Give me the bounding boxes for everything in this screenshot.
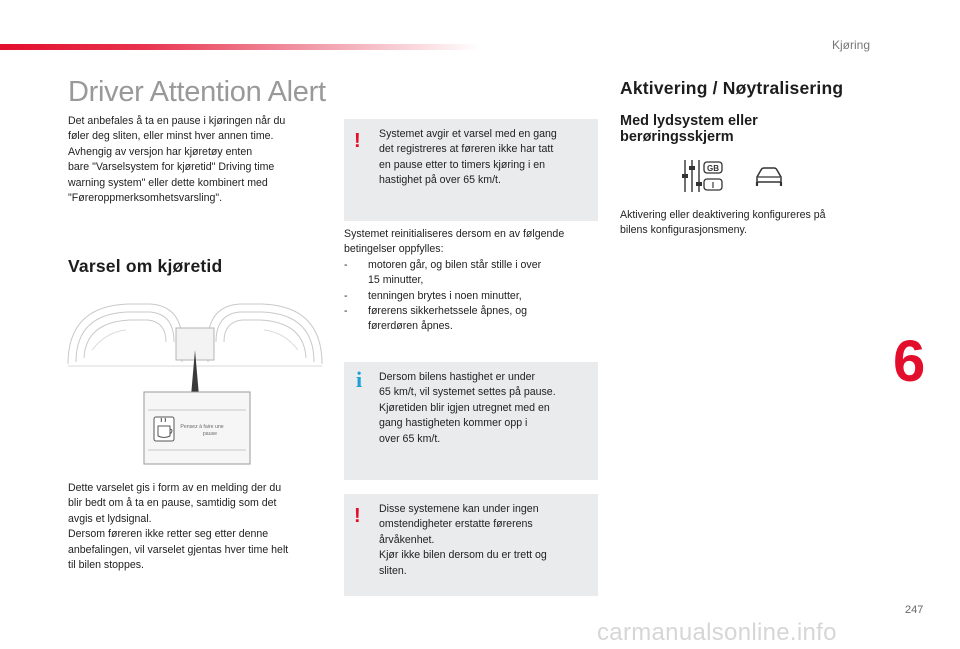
intro-paragraph: Det anbefales å ta en pause i kjøringen når du føler deg sliten, eller minst hver annen time. Avhengig av versjon har kjøretøy enten bare "Varselsystem for kjøretid" Driving time warning system" eller dette kombinert med "Føreroppmerksomhetsvarsling". <box>68 115 286 205</box>
warning-exclamation-icon: ! <box>354 505 361 527</box>
activation-text: Aktivering eller deaktivering konfigureres på bilens konfigurasjonsmeny. <box>620 209 826 237</box>
list-item: - førerens sikkerhetssele åpnes, og førerdøren åpnes. <box>344 304 600 335</box>
coffee-cup-icon <box>154 417 174 441</box>
list-item: - tenningen brytes i noen minutter, <box>344 289 600 304</box>
reset-conditions: Systemet reinitialiseres dersom en av følgende betingelser oppfylles: - motoren går, og bilen står stille i over 15 minutter, - tenningen brytes i noen minutter, - førerens sikkerhetssele åpnes, og førerdøren åpnes. <box>344 227 600 335</box>
language-gb-label: GB <box>707 163 719 173</box>
display-message-line1: Pensez à faire une <box>180 424 224 430</box>
audio-settings-icon <box>680 158 726 194</box>
display-message-line2: pause <box>202 431 218 437</box>
watermark: carmanualsonline.info <box>597 619 837 646</box>
varsel-heading: Varsel om kjøretid <box>68 256 223 276</box>
warning-box-pause-text: Systemet avgir et varsel med en gang det registreres at føreren ikke har tatt en pause etter to timers kjøring i en hastighet på over 65 km/t. <box>379 128 557 187</box>
page-title: Driver Attention Alert <box>68 76 326 108</box>
info-i-label: I <box>711 180 715 190</box>
section-label: Kjøring <box>832 38 871 52</box>
dashboard-illustration <box>66 302 324 468</box>
warning-box-alertness <box>344 494 598 596</box>
warning-box-pause <box>344 119 598 221</box>
warning-exclamation-icon: ! <box>354 130 361 152</box>
info-box-text: Dersom bilens hastighet er under 65 km/t, vil systemet settes på pause. Kjøretiden blir igjen utregnet med en gang hastigheten kommer opp i over 65 km/t. <box>379 371 556 445</box>
reset-conditions-list <box>344 258 600 335</box>
header-accent-bar <box>0 44 480 50</box>
info-icon: i <box>356 367 363 392</box>
warning-box-alertness-text: Disse systemene kan under ingen omstendigheter erstatte førerens årvåkenhet. Kjør ikke bilen dersom du er trett og sliten. <box>379 503 547 577</box>
chapter-number: 6 <box>893 329 926 394</box>
varsel-description: Dette varselet gis i form av en melding der du blir bedt om å ta en pause, samtidig som det avgis et lydsignal. Dersom føreren ikke retter seg etter denne anbefalingen, vil varselet gjentas hver time helt til bilen stoppes. <box>68 482 289 572</box>
list-item: - motoren går, og bilen står stille i over 15 minutter, <box>344 258 600 289</box>
info-box-speed <box>344 362 598 480</box>
car-icon <box>754 166 784 188</box>
activation-subheading: Med lydsystem eller berøringsskjerm <box>620 113 758 145</box>
activation-heading: Aktivering / Nøytralisering <box>620 78 844 98</box>
page-number: 247 <box>905 604 924 616</box>
